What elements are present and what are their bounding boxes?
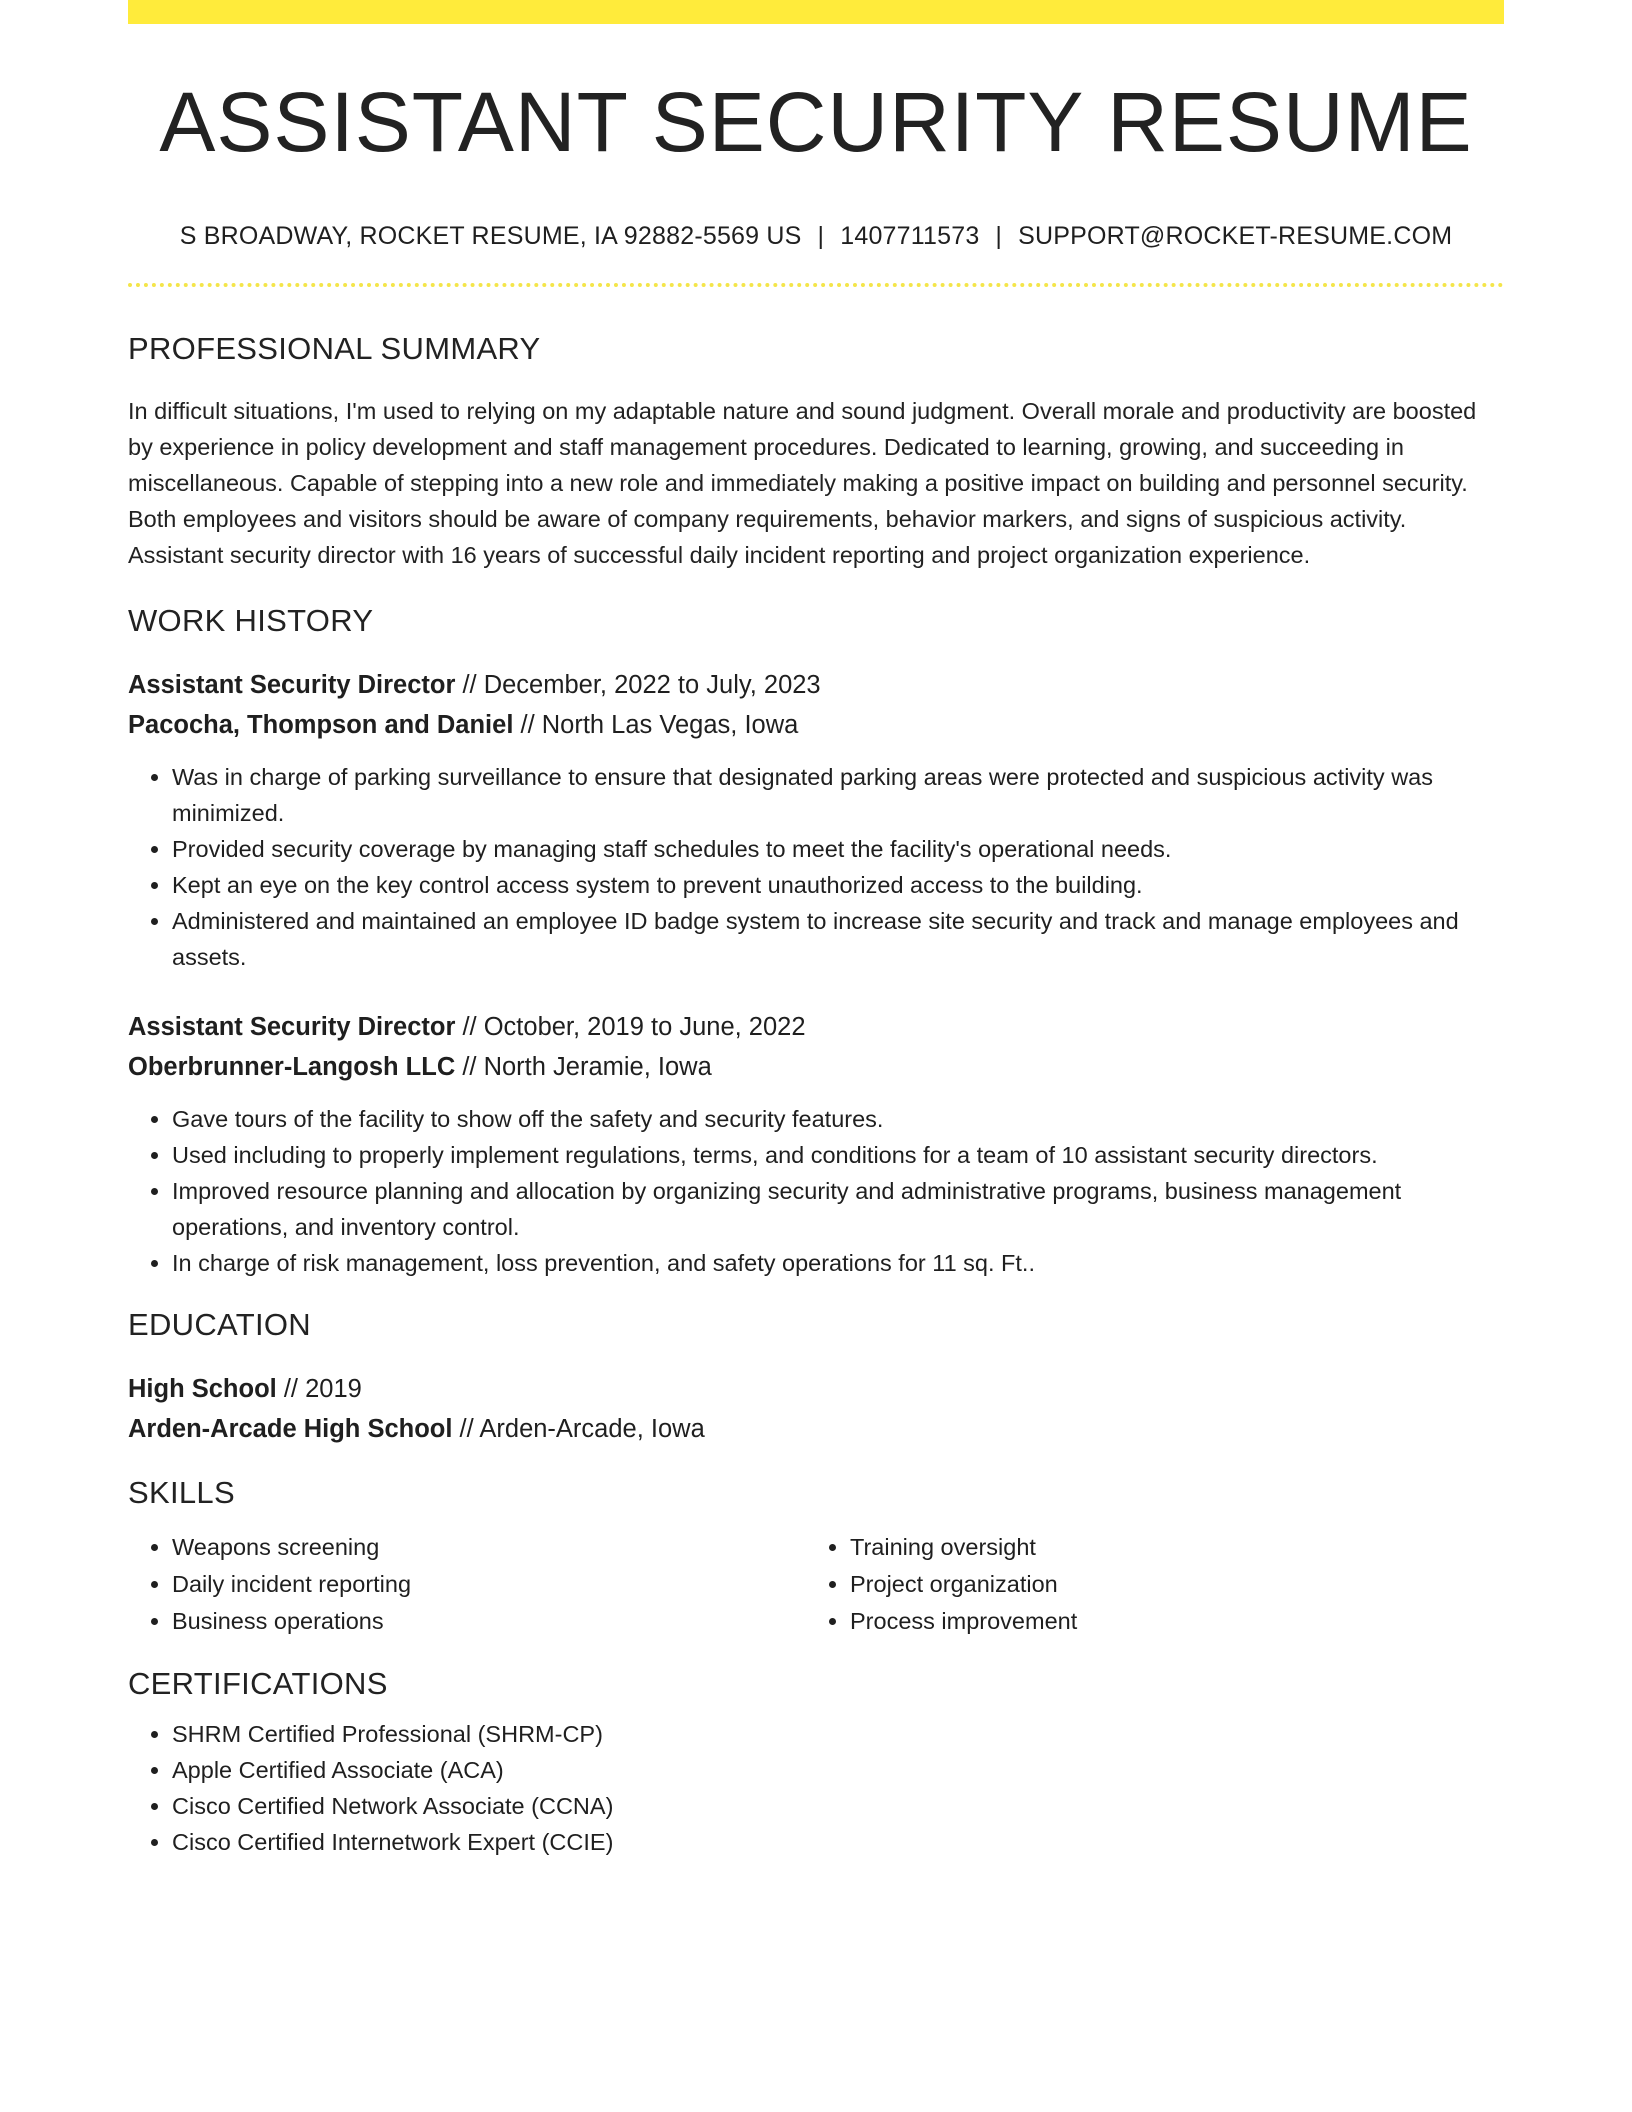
list-item: • Process improvement bbox=[850, 1603, 1484, 1640]
list-item: • Gave tours of the facility to show off the safety and security features. bbox=[172, 1101, 1504, 1137]
education-degree-line bbox=[128, 1369, 1504, 1409]
list-item: • Business operations bbox=[172, 1603, 806, 1640]
job-location: // North Jeramie, Iowa bbox=[455, 1053, 712, 1081]
summary-heading: PROFESSIONAL SUMMARY bbox=[128, 331, 541, 366]
contact-separator: | bbox=[995, 222, 1003, 250]
job-role: Assistant Security Director bbox=[128, 1013, 456, 1041]
education-school: Arden-Arcade High School bbox=[128, 1415, 453, 1443]
list-item: • Kept an eye on the key control access system to prevent unauthorized access to the building. bbox=[172, 867, 1504, 903]
list-item: • Project organization bbox=[850, 1566, 1484, 1603]
certifications-heading: CERTIFICATIONS bbox=[128, 1666, 388, 1701]
education-school-line bbox=[128, 1409, 1504, 1449]
education-year: // 2019 bbox=[276, 1375, 362, 1403]
contact-phone: 1407711573 bbox=[840, 222, 980, 250]
job-dates: // October, 2019 to June, 2022 bbox=[455, 1013, 806, 1041]
contact-email: SUPPORT@ROCKET-RESUME.COM bbox=[1018, 222, 1453, 250]
list-item: • Apple Certified Associate (ACA) bbox=[172, 1752, 1504, 1788]
job-dates: // December, 2022 to July, 2023 bbox=[455, 671, 821, 699]
job-company: Oberbrunner-Langosh LLC bbox=[128, 1053, 456, 1081]
list-item: • Cisco Certified Network Associate (CCNA) bbox=[172, 1788, 1504, 1824]
job-role: Assistant Security Director bbox=[128, 671, 456, 699]
list-item: • Was in charge of parking surveillance to ensure that designated parking areas were protected and suspicious activity was minimized. bbox=[172, 759, 1504, 831]
job-title-line bbox=[128, 1007, 1504, 1047]
education-location: // Arden-Arcade, Iowa bbox=[452, 1415, 705, 1443]
list-item: • Daily incident reporting bbox=[172, 1566, 806, 1603]
job-bullets bbox=[128, 759, 1504, 975]
job-title-line bbox=[128, 665, 1504, 705]
skills-columns bbox=[128, 1529, 1504, 1640]
job-entry bbox=[128, 1007, 1504, 1087]
education-entry bbox=[128, 1369, 1504, 1449]
accent-top-bar bbox=[128, 0, 1504, 24]
job-entry bbox=[128, 665, 1504, 745]
list-item: • Used including to properly implement regulations, terms, and conditions for a team of 10 assistant security directors. bbox=[172, 1137, 1504, 1173]
resume-title: ASSISTANT SECURITY RESUME bbox=[159, 75, 1473, 169]
resume-page bbox=[128, 0, 1504, 1860]
contact-separator: | bbox=[817, 222, 825, 250]
list-item: • Cisco Certified Internetwork Expert (CCIE) bbox=[172, 1824, 1504, 1860]
list-item: • Training oversight bbox=[850, 1529, 1484, 1566]
list-item: • Provided security coverage by managing staff schedules to meet the facility's operational needs. bbox=[172, 831, 1504, 867]
work-history-heading: WORK HISTORY bbox=[128, 603, 374, 638]
certifications-list bbox=[128, 1716, 1504, 1860]
summary-text: In difficult situations, I'm used to relying on my adaptable nature and sound judgment. Overall morale and productivity are boosted by experience in policy development and staff management procedures. Dedicated to learning, growing, and succeeding in miscellaneous. Capable of stepping into a new role and immediately making a positive impact on building and personnel security. Both employees and visitors should be aware of company requirements, behavior markers, and signs of suspicious activity. Assistant security director with 16 years of successful daily incident reporting and project organization experience. bbox=[128, 398, 1477, 568]
job-company-line bbox=[128, 705, 1504, 745]
education-heading: EDUCATION bbox=[128, 1307, 311, 1342]
skills-heading: SKILLS bbox=[128, 1475, 235, 1510]
list-item: • SHRM Certified Professional (SHRM-CP) bbox=[172, 1716, 1504, 1752]
education-degree: High School bbox=[128, 1375, 277, 1403]
job-company: Pacocha, Thompson and Daniel bbox=[128, 711, 514, 739]
list-item: • Administered and maintained an employee ID badge system to increase site security and track and manage employees and assets. bbox=[172, 903, 1504, 975]
list-item: • Weapons screening bbox=[172, 1529, 806, 1566]
skills-right-column bbox=[806, 1529, 1484, 1640]
contact-line bbox=[128, 222, 1504, 251]
dotted-divider bbox=[128, 283, 1504, 287]
contact-address: S BROADWAY, ROCKET RESUME, IA 92882-5569 US bbox=[179, 222, 802, 250]
job-location: // North Las Vegas, Iowa bbox=[513, 711, 799, 739]
list-item: • In charge of risk management, loss prevention, and safety operations for 11 sq. Ft.. bbox=[172, 1245, 1504, 1281]
job-bullets bbox=[128, 1101, 1504, 1281]
list-item: • Improved resource planning and allocation by organizing security and administrative programs, business management operations, and inventory control. bbox=[172, 1173, 1504, 1245]
skills-left-column bbox=[128, 1529, 806, 1640]
job-company-line bbox=[128, 1047, 1504, 1087]
